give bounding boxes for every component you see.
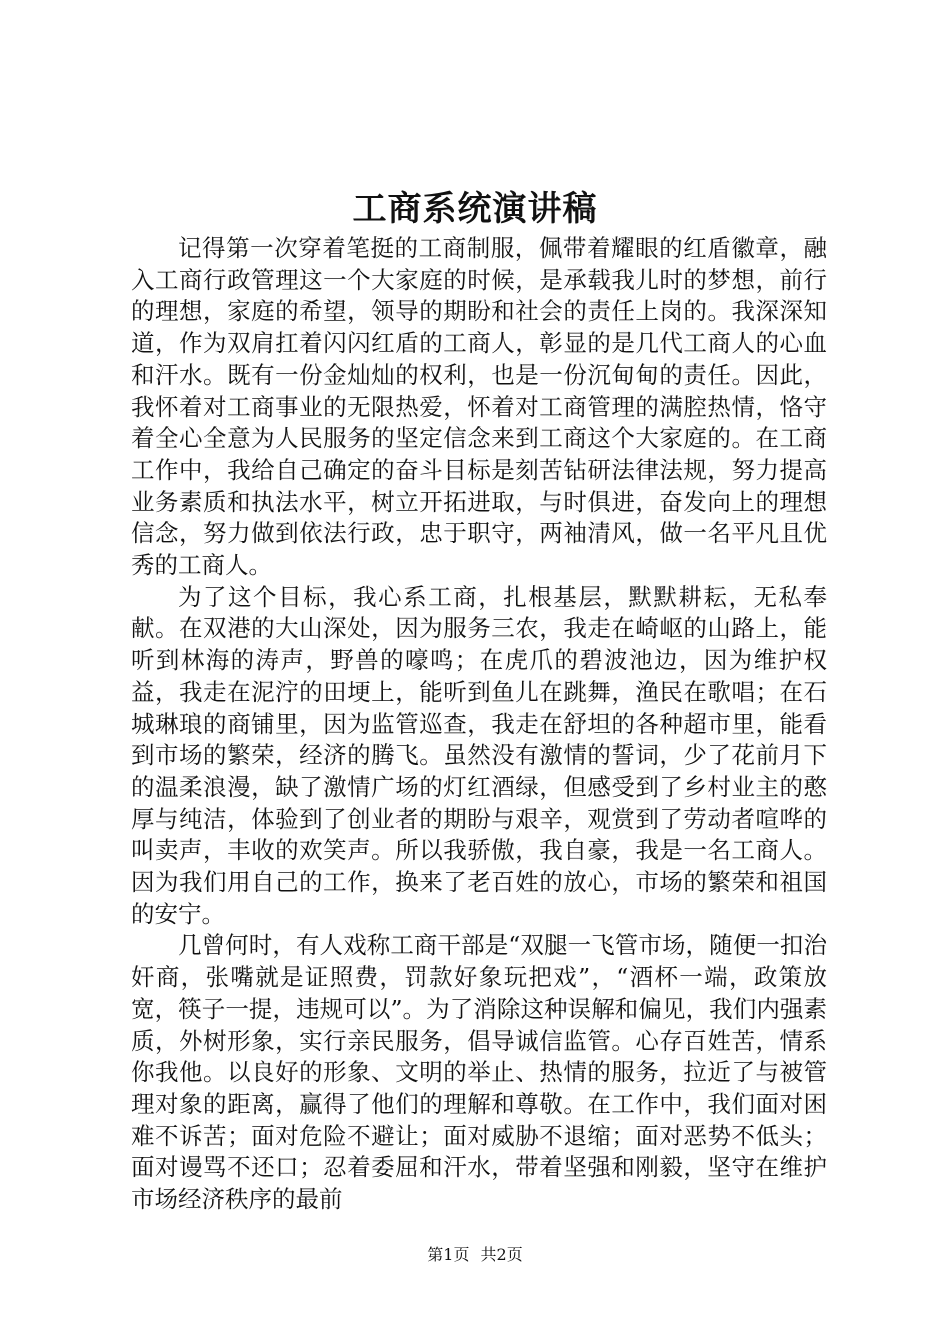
paragraph-1: 记得第一次穿着笔挺的工商制服，佩带着耀眼的红盾徽章，融入工商行政管理这一个大家庭的时候，是承载我儿时的梦想，前行的理想，家庭的希望，领导的期盼和社会的责任上岗的。我深深知道，作为双肩扛着闪闪红盾的工商人，彰显的是几代工商人的心血和汗水。既有一份金灿灿的权利，也是一份沉甸甸的责任。因此，我怀着对工商事业的无限热爱，怀着对工商管理的满腔热情，恪守着全心全意为人民服务的坚定信念来到工商这个大家庭的。在工商工作中，我给自己确定的奋斗目标是刻苦钻研法律法规，努力提高业务素质和执法水平，树立开拓进取，与时俱进，奋发向上的理想信念，努力做到依法行政，忠于职守，两袖清风，做一名平凡且优秀的工商人。 [131,234,827,580]
paragraph-3: 几曾何时，有人戏称工商干部是“双腿一飞管市场，随便一扣治奸商，张嘴就是证照费，罚款好象玩把戏”，“酒杯一端，政策放宽，筷子一提，违规可以”。为了消除这种误解和偏见，我们内强素质，外树形象，实行亲民服务，倡导诚信监管。心存百姓苦，情系你我他。以良好的形象、文明的举止、热情的服务，拉近了与被管理对象的距离，赢得了他们的理解和尊敬。在工作中，我们面对困难不诉苦；面对危险不避让；面对威胁不退缩；面对恶势不低头；面对谩骂不还口；忍着委屈和汗水，带着坚强和刚毅，坚守在维护市场经济秩序的最前 [131,931,827,1214]
page-footer [0,1244,950,1266]
paragraph-2: 为了这个目标，我心系工商，扎根基层，默默耕耘，无私奉献。在双港的大山深处，因为服务三农，我走在崎岖的山路上，能听到林海的涛声，野兽的嚎鸣；在虎爪的碧波池边，因为维护权益，我走在泥泞的田埂上，能听到鱼儿在跳舞，渔民在歌唱；在石城琳琅的商铺里，因为监管巡查，我走在舒坦的各种超市里，能看到市场的繁荣，经济的腾飞。虽然没有激情的誓词，少了花前月下的温柔浪漫，缺了激情广场的灯红酒绿，但感受到了乡村业主的憨厚与纯洁，体验到了创业者的期盼与艰辛，观赏到了劳动者喧哗的叫卖声，丰收的欢笑声。所以我骄傲，我自豪，我是一名工商人。因为我们用自己的工作，换来了老百姓的放心，市场的繁荣和祖国的安宁。 [131,582,827,928]
document-body [131,233,827,1216]
page-number-current: 第1页 [427,1245,470,1264]
document-title: 工商系统演讲稿 [352,189,598,229]
page-number-total: 共2页 [480,1245,523,1264]
